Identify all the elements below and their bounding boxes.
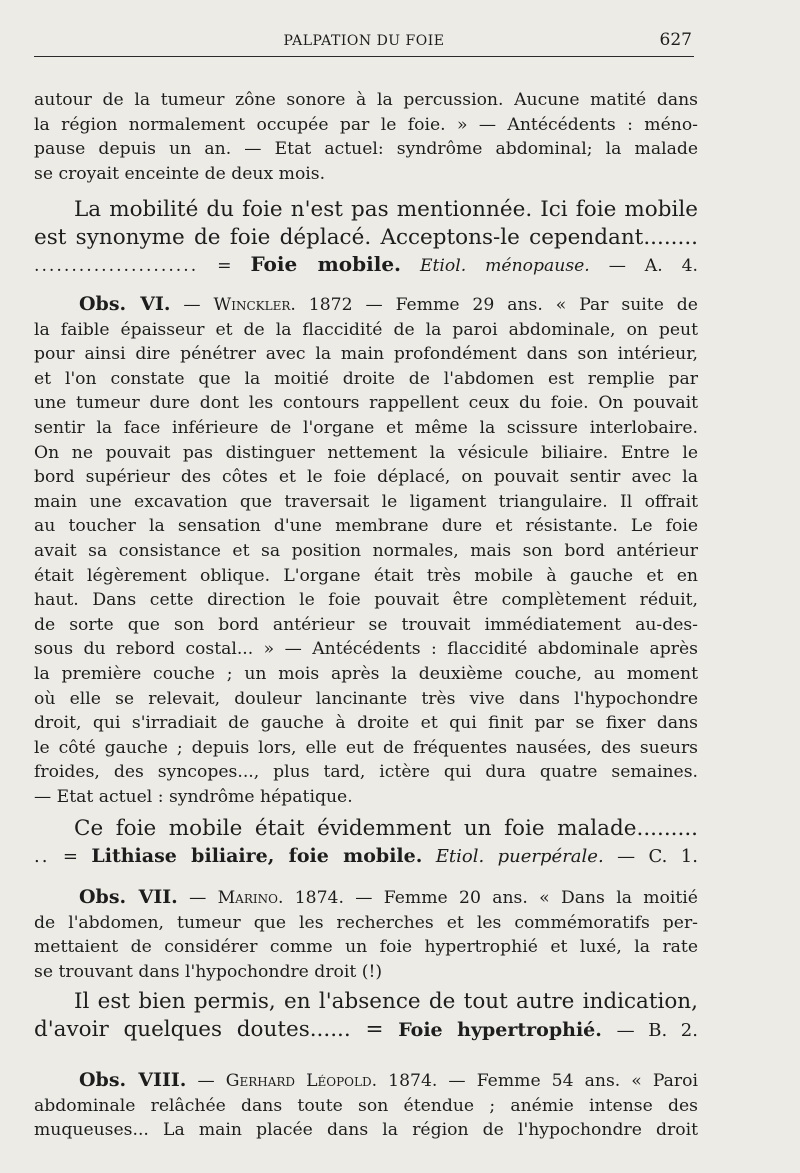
- conclusion-line: [34, 843, 698, 871]
- obs-label: Obs. VIII.: [79, 1069, 187, 1091]
- diagnosis: Lithiase biliaire, foie mobile.: [91, 844, 423, 867]
- obs-label: Obs. VI.: [79, 293, 171, 315]
- etiology: Etiol. puerpérale.: [435, 845, 604, 867]
- text-line: au toucher la sensation d'une membrane dure et résistante. Le foie: [34, 516, 698, 537]
- observation-7: [34, 885, 698, 984]
- text-line: la première couche ; un mois après la deuxième couche, au moment: [34, 663, 698, 684]
- text-line: de sorte que son bord antérieur se trouvait immédiatement au-des-: [34, 614, 698, 635]
- text-line: haut. Dans cette direction le foie pouvait être complètement réduit,: [34, 590, 698, 611]
- text-line: se croyait enceinte de deux mois.: [34, 163, 326, 184]
- paragraph-intro: [34, 88, 698, 186]
- text-line: Il est bien permis, en l'absence de tout autre indication,: [74, 989, 698, 1014]
- text-line: main une excavation que traversait le ligament triangulaire. Il offrait: [34, 491, 698, 512]
- text-line: une tumeur dure dont les contours rappellent ceux du foie. On pouvait: [34, 393, 698, 414]
- leader-dots: ......................: [34, 256, 199, 276]
- rating: — A. 4.: [608, 256, 698, 276]
- commentary-text: d'avoir quelques doutes......: [34, 1016, 351, 1042]
- text-line: sous du rebord costal... » — Antécédents : flaccidité abdominale après: [34, 639, 698, 660]
- leader-dots: ..: [34, 845, 50, 867]
- text-line: se trouvant dans l'hypochondre droit (!): [34, 961, 383, 982]
- text-line: était légèrement oblique. L'organe était très mobile à gauche et en: [34, 565, 698, 586]
- conclusion-line: [34, 1016, 698, 1045]
- text-line: Ce foie mobile était évidemment un foie malade.........: [74, 816, 698, 841]
- obs-intro: . 1874. — Femme 20 ans. « Dans la moitié: [277, 888, 698, 908]
- text-line: la région normalement occupée par le foie. » — Antécédents : méno-: [34, 114, 698, 135]
- etiology: Etiol. ménopause.: [419, 256, 590, 276]
- observation-8: [34, 1068, 698, 1143]
- text-line: avait sa consistance et sa position normales, mais son bord antérieur: [34, 540, 698, 561]
- commentary-1: [34, 196, 698, 279]
- text-line: droit, qui s'irradiait de gauche à droite et qui finit par se fixer dans: [34, 713, 698, 734]
- text-line: bord supérieur des côtes et le foie déplacé, on pouvait sentir avec la: [34, 467, 698, 488]
- text-line: La mobilité du foie n'est pas mentionnée. Ici foie mobile: [74, 197, 698, 222]
- obs-heading-line: Obs. VI. — Winckler. 1872 — Femme 29 ans. « Par suite de: [79, 293, 698, 315]
- text-line: abdominale relâchée dans toute son étendue ; anémie intense des: [34, 1095, 698, 1116]
- text-line: mettaient de considérer comme un foie hypertrophié et luxé, la rate: [34, 937, 698, 958]
- obs-heading-line: Obs. VIII. — Gerhard Léopold. 1874. — Femme 54 ans. « Paroi: [79, 1069, 698, 1091]
- text-line: froides, des syncopes..., plus tard, ictère qui dura quatre semaines.: [34, 762, 698, 783]
- obs-intro: . 1874. — Femme 54 ans. « Paroi: [371, 1071, 698, 1091]
- running-title: PALPATION DU FOIE: [283, 33, 445, 49]
- text-line: le côté gauche ; depuis lors, elle eut de fréquentes nausées, des sueurs: [34, 737, 698, 758]
- equals-sign: =: [62, 845, 78, 867]
- obs-heading-line: Obs. VII. — Marino. 1874. — Femme 20 ans. « Dans la moitié: [79, 886, 698, 908]
- text-line: de l'abdomen, tumeur que les recherches et les commémoratifs per-: [34, 912, 698, 933]
- text-line: muqueuses... La main placée dans la région de l'hypochondre droit: [34, 1120, 698, 1141]
- obs-author: Winckler: [213, 295, 291, 315]
- commentary-3: [34, 988, 698, 1044]
- text-line: est synonyme de foie déplacé. Acceptons-le cependant........: [34, 224, 698, 250]
- page-number: 627: [659, 30, 692, 50]
- observation-6: [34, 292, 698, 809]
- text-line: et l'on constate que la moitié droite de l'abdomen est remplie par: [34, 368, 698, 389]
- text-line: On ne pouvait pas distinguer nettement la vésicule biliaire. Entre le: [34, 442, 698, 463]
- rating: — B. 2.: [616, 1019, 698, 1041]
- diagnosis: Foie mobile.: [250, 252, 402, 276]
- obs-label: Obs. VII.: [79, 886, 178, 908]
- page-header: [34, 30, 694, 57]
- text-line: où elle se relevait, douleur lancinante très vive dans l'hypochondre: [34, 688, 698, 709]
- text-line: pause depuis un an. — Etat actuel: syndrôme abdominal; la malade: [34, 139, 698, 160]
- equals-sign: =: [365, 1016, 384, 1042]
- obs-author: Gerhard Léopold: [225, 1071, 372, 1091]
- text-line: la faible épaisseur et de la flaccidité de la paroi abdominale, on peut: [34, 319, 698, 340]
- diagnosis: Foie hypertrophié.: [398, 1018, 602, 1041]
- obs-author: Marino: [217, 888, 278, 908]
- equals-sign: =: [217, 256, 232, 276]
- text-line: — Etat actuel : syndrôme hépatique.: [34, 786, 353, 807]
- text-line: pour ainsi dire pénétrer avec la main profondément dans son intérieur,: [34, 344, 698, 365]
- text-line: sentir la face inférieure de l'organe et même la scissure interlobaire.: [34, 417, 698, 438]
- conclusion-line: [34, 251, 698, 279]
- text-line: autour de la tumeur zône sonore à la percussion. Aucune matité dans: [34, 90, 698, 110]
- commentary-2: [34, 815, 698, 870]
- rating: — C. 1.: [617, 845, 698, 867]
- obs-intro: . 1872 — Femme 29 ans. « Par suite de: [290, 295, 698, 315]
